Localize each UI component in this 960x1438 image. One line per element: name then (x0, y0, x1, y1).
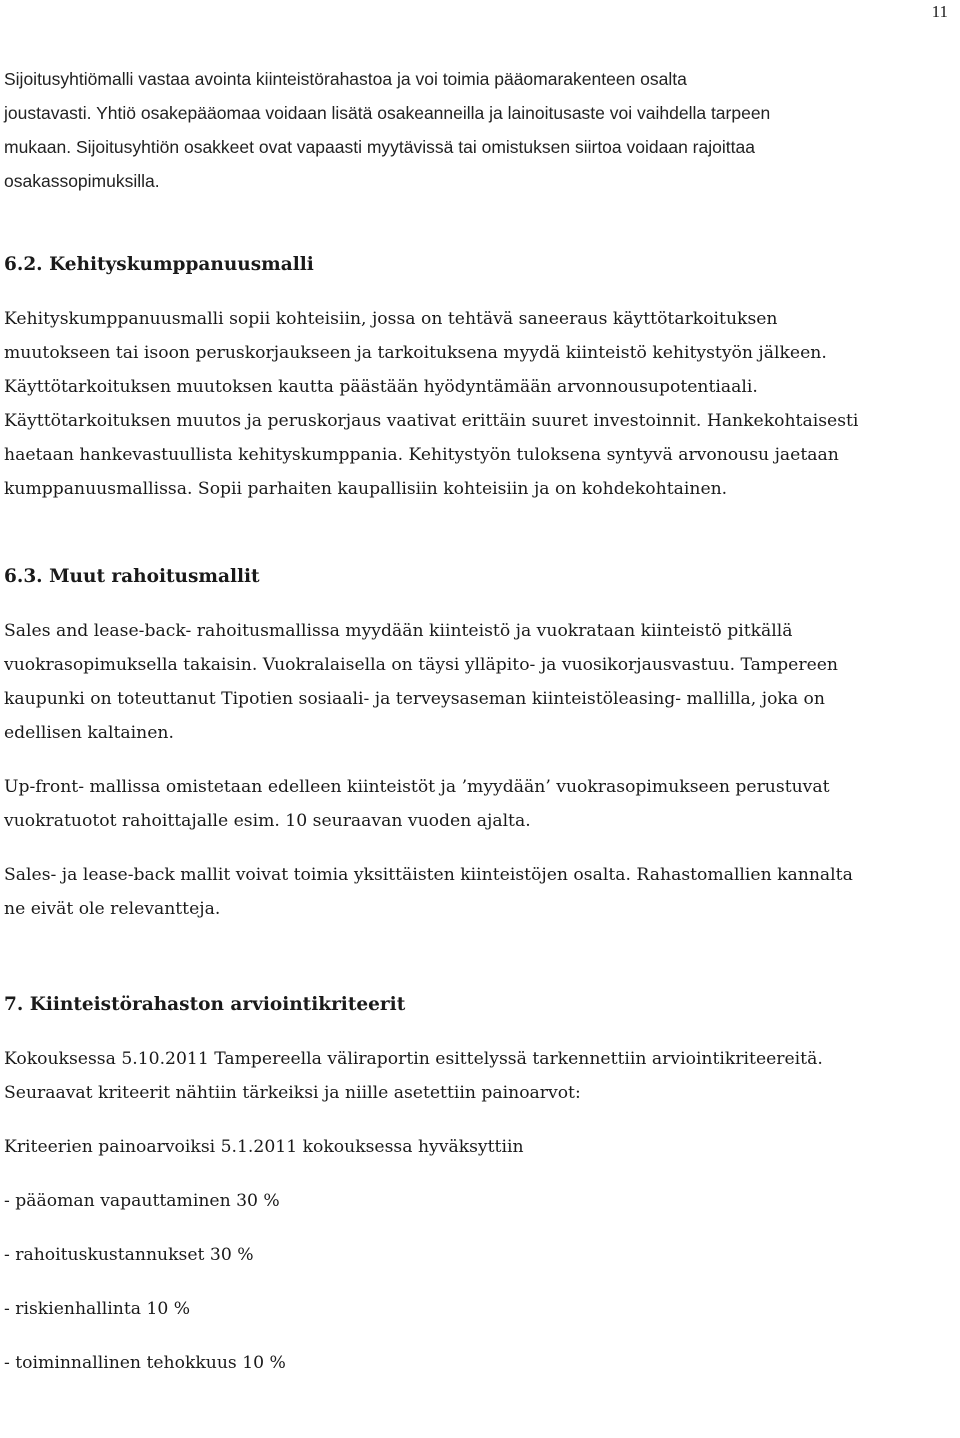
text-line: Käyttötarkoituksen muutoksen kautta päästään hyödyntämään arvonnousupotentiaali. (4, 377, 758, 397)
criteria-item: - rahoituskustannukset 30 % (4, 1245, 254, 1265)
text-line: osakassopimuksilla. (4, 171, 160, 191)
text-line: Sijoitusyhtiömalli vastaa avointa kiinteistörahastoa ja voi toimia pääomarakenteen osalta (4, 69, 687, 89)
text-line: Sales- ja lease-back mallit voivat toimia yksittäisten kiinteistöjen osalta. Rahastomallien kannalta (4, 865, 853, 885)
section-6-3-paragraph-3 (4, 858, 956, 926)
text-line: vuokratuotot rahoittajalle esim. 10 seuraavan vuoden ajalta. (4, 811, 531, 831)
section-heading-6-2: 6.2. Kehityskumppanuusmalli (4, 254, 314, 275)
text-line: Sales and lease-back- rahoitusmallissa myydään kiinteistö ja vuokrataan kiinteistö pitkällä (4, 621, 793, 641)
text-line: edellisen kaltainen. (4, 723, 174, 743)
criteria-item: - pääoman vapauttaminen 30 % (4, 1191, 280, 1211)
text-line: Kokouksessa 5.10.2011 Tampereella väliraportin esittelyssä tarkennettiin arviointikriteereitä. (4, 1049, 823, 1069)
section-7-paragraph-1 (4, 1042, 956, 1110)
text-line: mukaan. Sijoitusyhtiön osakkeet ovat vapaasti myytävissä tai omistuksen siirtoa voidaan rajoittaa (4, 137, 755, 157)
page-number: 11 (931, 2, 948, 21)
section-heading-7: 7. Kiinteistörahaston arviointikriteerit (4, 994, 406, 1015)
text-line: Käyttötarkoituksen muutos ja peruskorjaus vaativat erittäin suuret investoinnit. Hankekohtaisesti (4, 411, 859, 431)
text-line: ne eivät ole relevantteja. (4, 899, 221, 919)
text-line: muutokseen tai isoon peruskorjaukseen ja tarkoituksena myydä kiinteistö kehitystyön jälkeen. (4, 343, 827, 363)
text-line: Up-front- mallissa omistetaan edelleen kiinteistöt ja ’myydään’ vuokrasopimukseen perustuvat (4, 777, 830, 797)
text-line: vuokrasopimuksella takaisin. Vuokralaisella on täysi ylläpito- ja vuosikorjausvastuu. Tampereen (4, 655, 838, 675)
section-6-2-paragraph (4, 302, 956, 506)
section-6-3-paragraph-2 (4, 770, 956, 838)
section-7-paragraph-2: Kriteerien painoarvoiksi 5.1.2011 kokouksessa hyväksyttiin (4, 1137, 524, 1157)
criteria-item: - riskienhallinta 10 % (4, 1299, 191, 1319)
text-line: kumppanuusmallissa. Sopii parhaiten kaupallisiin kohteisiin ja on kohdekohtainen. (4, 479, 728, 499)
text-line: Seuraavat kriteerit nähtiin tärkeiksi ja niille asetettiin painoarvot: (4, 1083, 581, 1103)
section-heading-6-3: 6.3. Muut rahoitusmallit (4, 566, 260, 587)
document-body (4, 62, 956, 1380)
criteria-item: - toiminnallinen tehokkuus 10 % (4, 1353, 286, 1373)
text-line: haetaan hankevastuullista kehityskumppania. Kehitystyön tuloksena syntyvä arvonousu jaetaan (4, 445, 839, 465)
section-6-3-paragraph-1 (4, 614, 956, 750)
intro-paragraph (4, 62, 956, 198)
text-line: kaupunki on toteuttanut Tipotien sosiaali- ja terveysaseman kiinteistöleasing- mallilla, joka on (4, 689, 825, 709)
text-line: Kehityskumppanuusmalli sopii kohteisiin, jossa on tehtävä saneeraus käyttötarkoituksen (4, 309, 778, 329)
text-line: joustavasti. Yhtiö osakepääomaa voidaan lisätä osakeanneilla ja lainoitusaste voi vaihdella tarpeen (4, 103, 771, 123)
